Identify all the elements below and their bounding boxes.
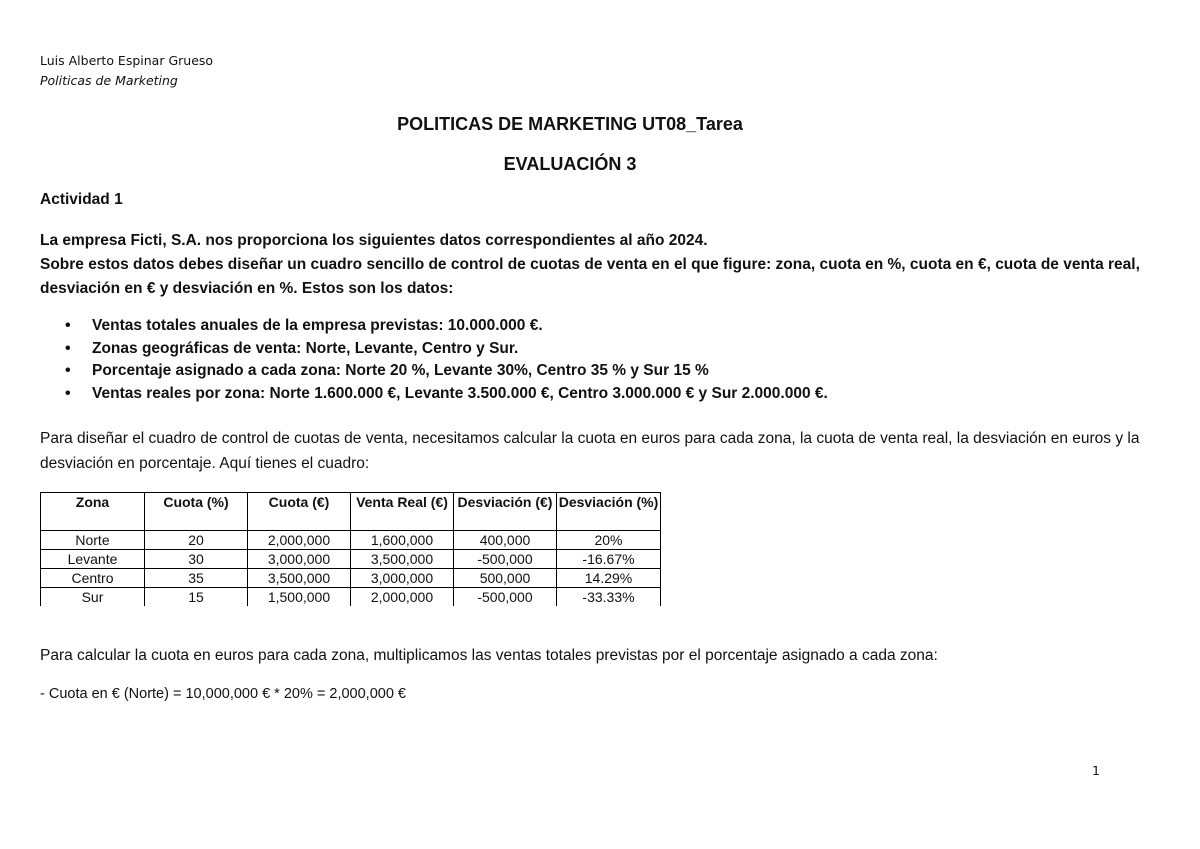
table-cell: 3,000,000 [351,569,454,588]
table-cell: 15 [145,588,248,607]
table-cell: -16.67% [557,550,661,569]
table-cell: -33.33% [557,588,661,607]
table-cell: 400,000 [454,531,557,550]
table-cell: Norte [41,531,145,550]
table-cell: 35 [145,569,248,588]
table-cell: 3,000,000 [248,550,351,569]
table-cell: 20 [145,531,248,550]
table-cell: 1,600,000 [351,531,454,550]
bullet-item: • Zonas geográficas de venta: Norte, Levante, Centro y Sur. [92,338,828,361]
header-author: Luis Alberto Espinar Grueso [40,53,214,68]
bullet-item: • Porcentaje asignado a cada zona: Norte 20 %, Levante 30%, Centro 35 % y Sur 15 % [92,360,828,383]
intro-line-2: Sobre estos datos debes diseñar un cuadro sencillo de control de cuotas de venta en el que figure: zona, cuota en %, cuota en €, cuota de venta real, desviación en € y desviación en %. Estos son los datos: [40,256,1140,297]
table-header: Cuota (%) [145,493,248,531]
table-row [41,550,661,569]
calculation-formula: - Cuota en € (Norte) = 10,000,000 € * 20% = 2,000,000 € [40,686,406,702]
quota-control-table [40,492,661,606]
intro-line-1: La empresa Ficti, S.A. nos proporciona los siguientes datos correspondientes al año 2024. [40,232,708,249]
activity-heading: Actividad 1 [40,191,123,208]
header-course: Politicas de Marketing [40,73,178,88]
table-cell: 20% [557,531,661,550]
table-cell: Sur [41,588,145,607]
table-cell: Levante [41,550,145,569]
bullet-item: • Ventas totales anuales de la empresa previstas: 10.000.000 €. [92,315,828,338]
bullet-item: • Ventas reales por zona: Norte 1.600.000 €, Levante 3.500.000 €, Centro 3.000.000 € y Sur 2.000.000 €. [92,383,828,406]
table-header: Desviación (€) [454,493,557,531]
table-header: Desviación (%) [557,493,661,531]
table-row [41,569,661,588]
data-bullet-list [40,315,828,405]
document-title: POLITICAS DE MARKETING UT08_Tarea [397,114,743,134]
page-number: 1 [1092,763,1100,778]
table-row [41,588,661,607]
table-header: Venta Real (€) [351,493,454,531]
explanation-paragraph: Para diseñar el cuadro de control de cuotas de venta, necesitamos calcular la cuota en euros para cada zona, la cuota de venta real, la desviación en euros y la desviación en porcentaje. Aquí tienes el cuadro: [40,430,1140,472]
table-cell: 14.29% [557,569,661,588]
table-header: Zona [41,493,145,531]
table-cell: 30 [145,550,248,569]
table-cell: -500,000 [454,550,557,569]
table-cell: 3,500,000 [248,569,351,588]
table-cell: 2,000,000 [248,531,351,550]
table-cell: Centro [41,569,145,588]
table-cell: 3,500,000 [351,550,454,569]
intro-text [40,229,1160,301]
table-row [41,531,661,550]
table-cell: 2,000,000 [351,588,454,607]
document-subtitle: EVALUACIÓN 3 [503,154,637,174]
table-cell: -500,000 [454,588,557,607]
calculation-paragraph: Para calcular la cuota en euros para cada zona, multiplicamos las ventas totales previstas por el porcentaje asignado a cada zona: [40,647,938,664]
table-header: Cuota (€) [248,493,351,531]
table-cell: 500,000 [454,569,557,588]
table-cell: 1,500,000 [248,588,351,607]
table-header-row [41,493,661,531]
